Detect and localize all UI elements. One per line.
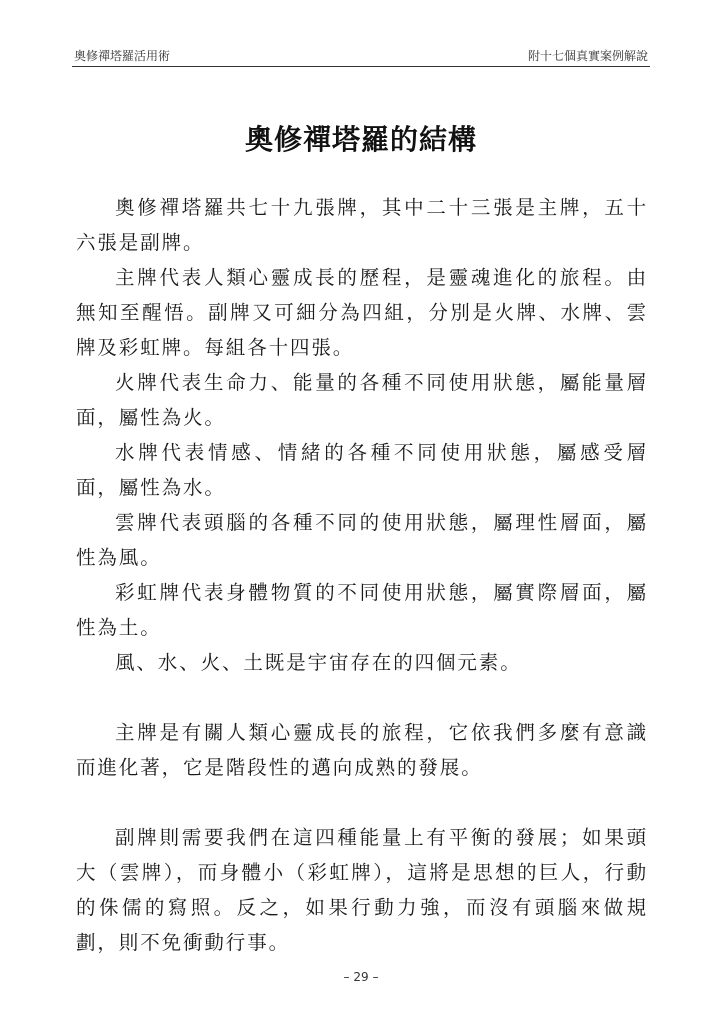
paragraph: 風、水、火、土既是宇宙存在的四個元素。 <box>115 651 522 674</box>
book-title-header: 奧修禪塔羅活用術 <box>74 49 171 63</box>
paragraph: 副牌則需要我們在這四種能量上有平衡的發展；如果頭大（雲牌），而身體小（彩虹牌），這將是思想的巨人，行動的侏儒的寫照。反之，如果行動力強，而沒有頭腦來做規劃，則不免衝動行事。 <box>76 826 648 954</box>
paragraph: 主牌是有關人類心靈成長的旅程，它依我們多麼有意識而進化著，它是階段性的邁向成熟的發展。 <box>76 721 648 779</box>
paragraph: 彩虹牌代表身體物質的不同使用狀態，屬實際層面，屬性為土。 <box>76 581 648 639</box>
paragraph: 火牌代表生命力、能量的各種不同使用狀態，屬能量層面，屬性為火。 <box>76 371 648 429</box>
paragraph: 水牌代表情感、情緒的各種不同使用狀態，屬感受層面，屬性為水。 <box>76 441 648 499</box>
book-subtitle-header: 附十七個真實案例解說 <box>527 49 648 63</box>
paragraph: 奧修禪塔羅共七十九張牌，其中二十三張是主牌，五十六張是副牌。 <box>76 196 648 254</box>
page-title: 奧修禪塔羅的結構 <box>244 123 477 156</box>
body-text <box>76 190 648 960</box>
paragraph: 雲牌代表頭腦的各種不同的使用狀態，屬理性層面，屬性為風。 <box>76 511 648 569</box>
running-header <box>72 44 650 67</box>
paragraph: 主牌代表人類心靈成長的歷程，是靈魂進化的旅程。由無知至醒悟。副牌又可細分為四組，分別是火牌、水牌、雲牌及彩虹牌。每組各十四張。 <box>76 266 648 359</box>
page-number: – 29 – <box>343 970 379 984</box>
